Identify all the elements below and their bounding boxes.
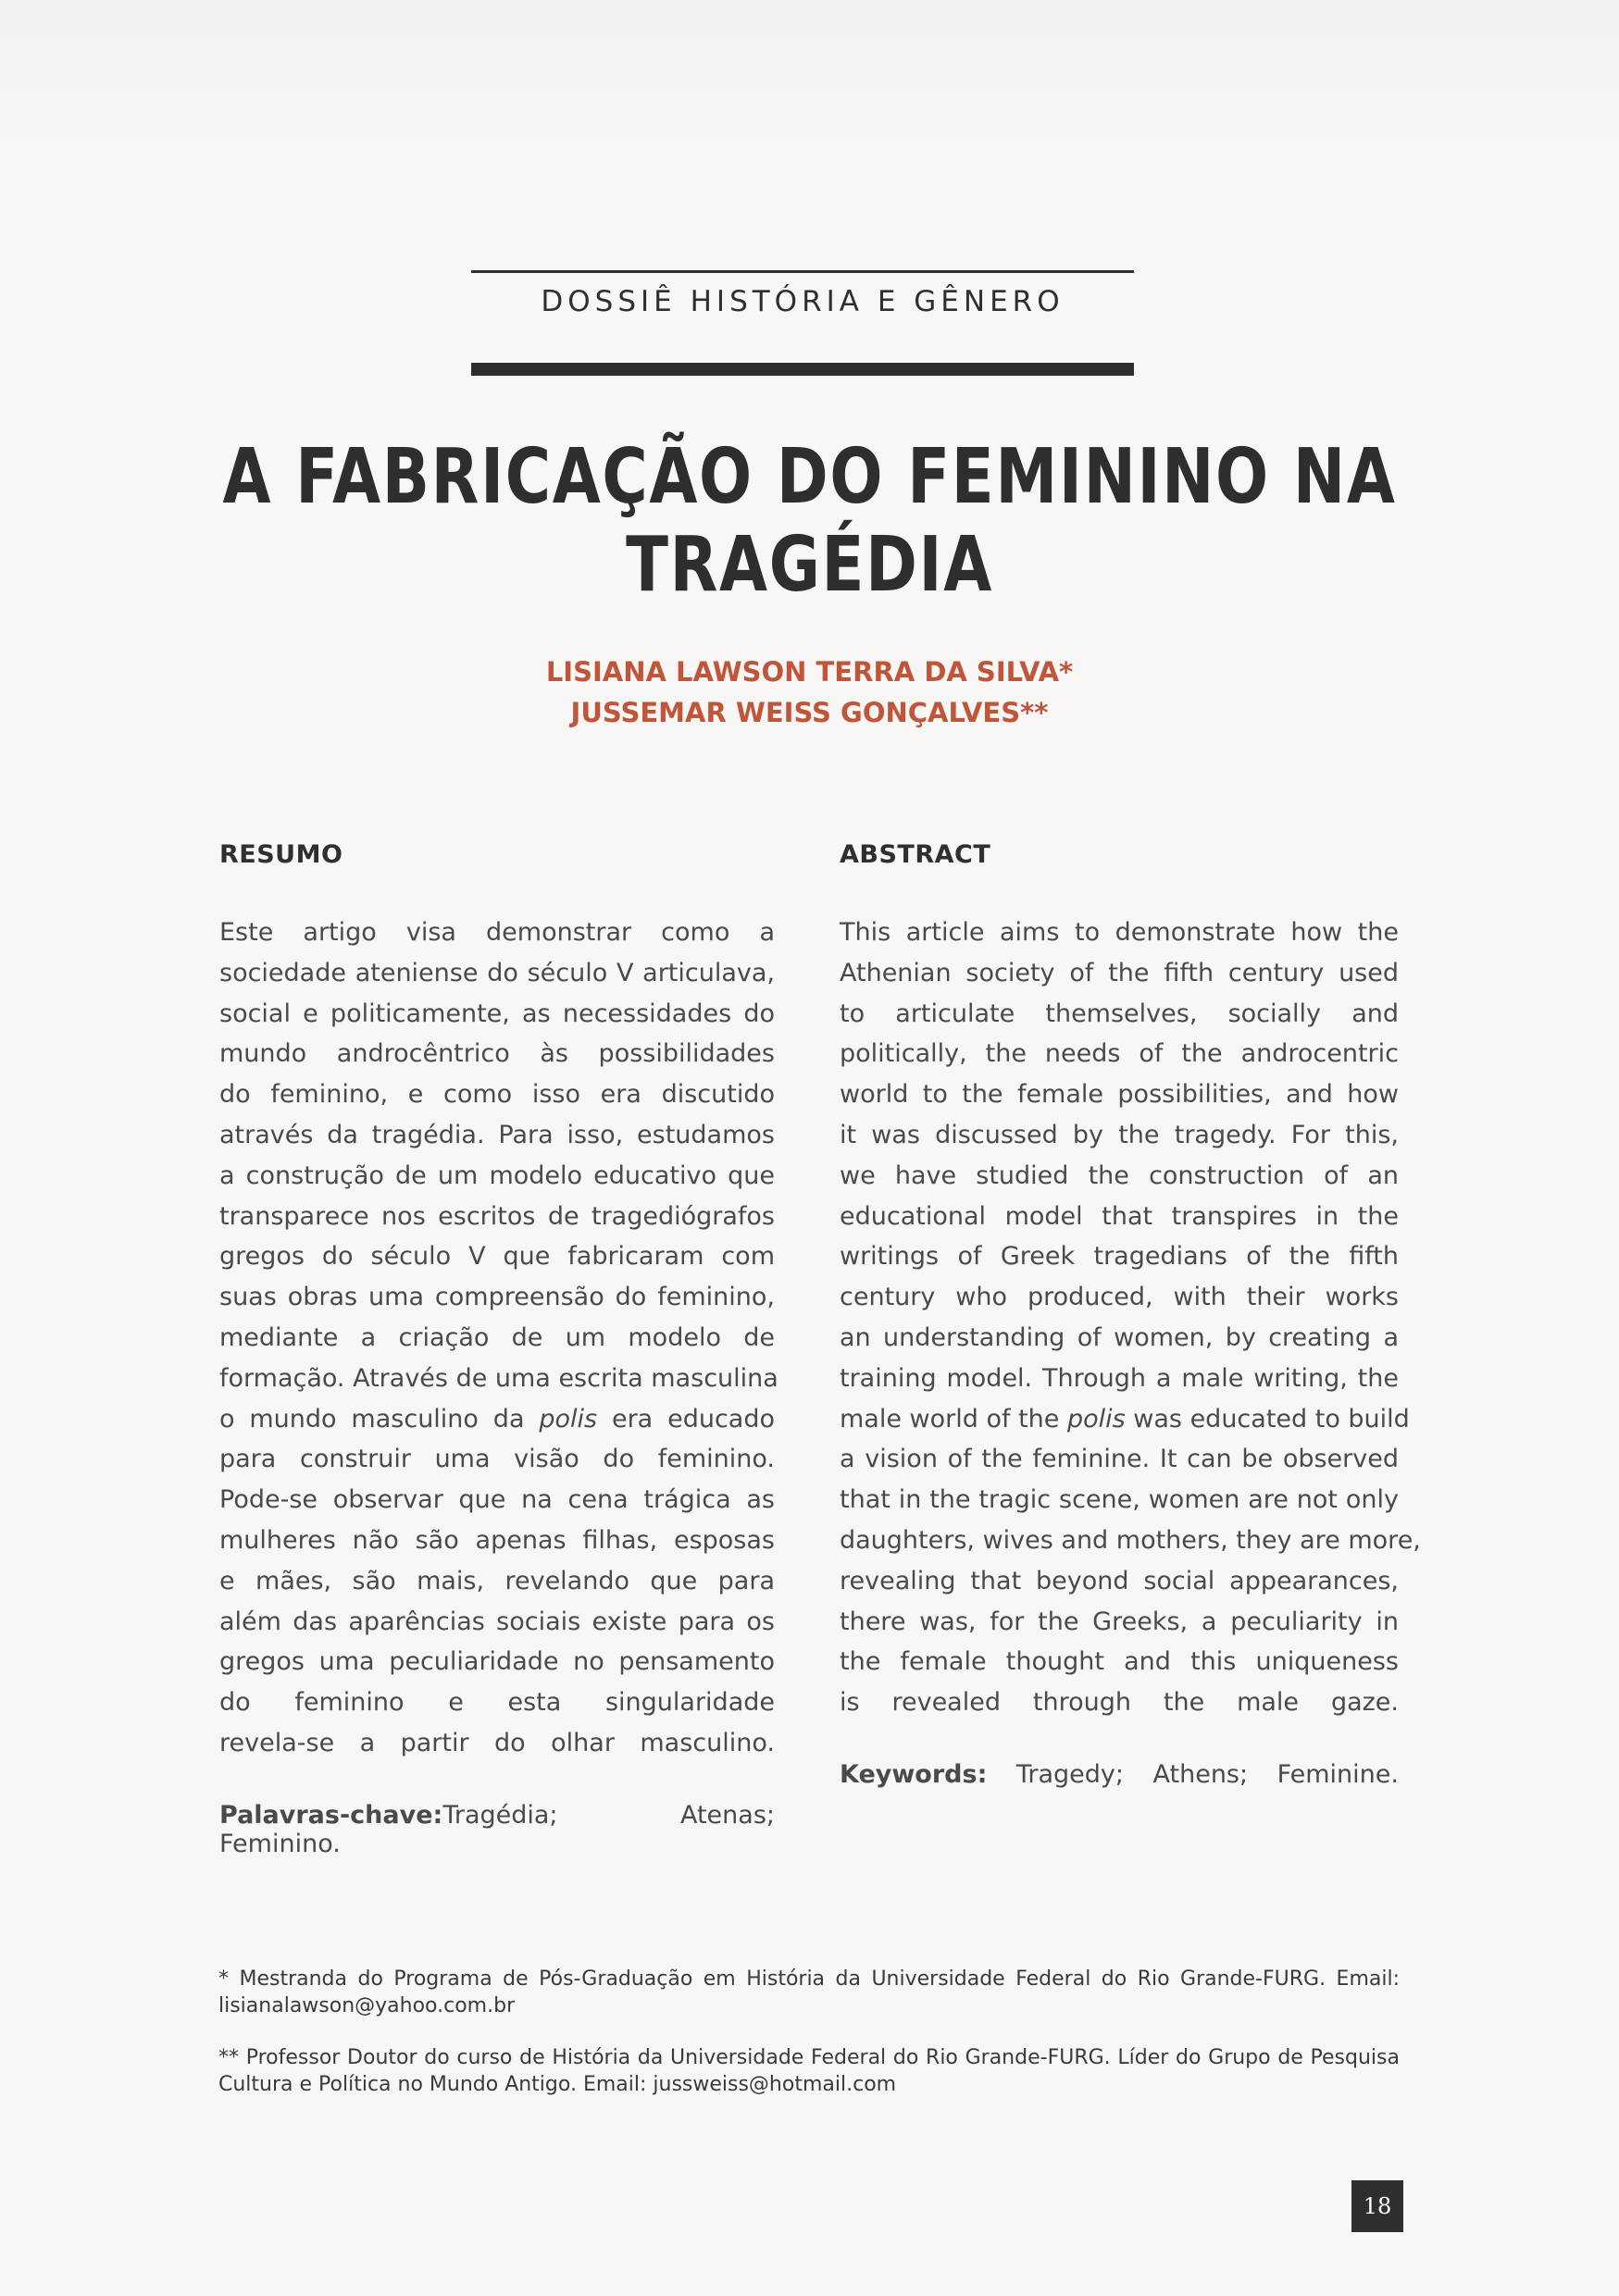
abstract-polis-before: male world of the — [840, 1404, 1067, 1433]
abstract-column — [840, 840, 1421, 1789]
resumo-line: mulheres não são apenas filhas, esposas — [219, 1525, 775, 1555]
author-1: LISIANA LAWSON TERRA DA SILVA* — [545, 656, 1074, 688]
resumo-keywords — [219, 1801, 775, 1858]
abstract-line: revealing that beyond social appearances, — [840, 1566, 1399, 1595]
resumo-line: revela-se a partir do olhar masculino. — [219, 1728, 775, 1757]
abstract-line: educational model that transpires in the — [840, 1201, 1399, 1231]
resumo-line: suas obras uma compreensão do feminino, — [219, 1283, 775, 1312]
abstract-keywords-label: Keywords: — [840, 1759, 988, 1789]
authors — [0, 652, 1619, 733]
section-label: DOSSIÊ HISTÓRIA E GÊNERO — [541, 285, 1065, 318]
abstract-line: writings of Greek tragedians of the fifth — [840, 1242, 1399, 1272]
resumo-line: mediante a criação de um modelo de — [219, 1322, 775, 1352]
abstract-line: training model. Through a male writing, the — [840, 1363, 1399, 1393]
abstract-line: century who produced, with their works — [840, 1283, 1399, 1312]
resumo-line: gregos uma peculiaridade no pensamento — [219, 1647, 775, 1677]
resumo-line-polis — [219, 1399, 775, 1440]
resumo-line: do feminino e esta singularidade — [219, 1688, 775, 1718]
abstract-keywords — [840, 1760, 1399, 1789]
abstract-line: a vision of the feminine. It can be observed — [840, 1445, 1399, 1474]
abstract-line: politically, the needs of the androcentric — [840, 1039, 1399, 1069]
footnote-1: * Mestranda do Programa de Pós-Graduação em História da Universidade Federal do Rio Grande-FURG. Email: lisianalawson@yahoo.com.br — [218, 1967, 1400, 2017]
resumo-line: através da tragédia. Para isso, estudamos — [219, 1120, 775, 1149]
abstract-heading: ABSTRACT — [840, 840, 991, 869]
resumo-polis-before: o mundo masculino da — [219, 1404, 540, 1433]
resumo-column — [219, 840, 778, 1858]
abstract-line: This article aims to demonstrate how the — [840, 918, 1399, 947]
abstract-line: is revealed through the male gaze. — [840, 1688, 1399, 1718]
resumo-body — [219, 912, 778, 1764]
abstract-line: it was discussed by the tragedy. For this, — [840, 1120, 1399, 1149]
resumo-line: Este artigo visa demonstrar como a — [219, 918, 775, 947]
abstract-keywords-list: Tragedy; Athens; Feminine. — [1015, 1759, 1399, 1789]
abstract-body — [840, 912, 1421, 1723]
resumo-line: sociedade ateniense do século V articulava, — [219, 958, 775, 987]
abstract-line: an understanding of women, by creating a — [840, 1322, 1399, 1352]
resumo-keywords-label: Palavras-chave: — [219, 1800, 443, 1830]
footnote-2: ** Professor Doutor do curso de História da Universidade Federal do Rio Grande-FURG. Líder do Grupo de Pesquisa Cultura e Política no Mundo Antigo. Email: jussweiss@hotmail.com — [218, 2046, 1400, 2096]
resumo-polis-after: era educado — [597, 1404, 775, 1433]
resumo-line: formação. Através de uma escrita masculina — [219, 1363, 778, 1393]
header-thick-rule — [471, 363, 1134, 376]
resumo-line: transparece nos escritos de tragediógrafos — [219, 1201, 775, 1231]
resumo-line: Pode-se observar que na cena trágica as — [219, 1485, 775, 1515]
header-top-rule — [471, 270, 1134, 273]
abstract-line: we have studied the construction of an — [840, 1160, 1399, 1190]
abstract-line: that in the tragic scene, women are not only — [840, 1485, 1399, 1515]
resumo-line: a construção de um modelo educativo que — [219, 1160, 775, 1190]
footnotes — [218, 1966, 1400, 2123]
resumo-line: social e politicamente, as necessidades do — [219, 999, 775, 1028]
resumo-line: do feminino, e como isso era discutido — [219, 1080, 775, 1110]
abstract-line: to articulate themselves, socially and — [840, 999, 1399, 1028]
resumo-line: mundo androcêntrico às possibilidades — [219, 1039, 775, 1069]
resumo-polis-italic: polis — [539, 1404, 598, 1433]
abstract-line: the female thought and this uniqueness — [840, 1647, 1399, 1677]
abstract-line: there was, for the Greeks, a peculiarity in — [840, 1607, 1399, 1636]
abstract-line: world to the female possibilities, and how — [840, 1080, 1399, 1110]
abstract-polis-after: was educated to build — [1125, 1404, 1410, 1433]
resumo-line: além das aparências sociais existe para os — [219, 1607, 775, 1636]
abstract-line: daughters, wives and mothers, they are more, — [840, 1525, 1421, 1555]
abstract-polis-italic: polis — [1066, 1404, 1126, 1433]
resumo-heading: RESUMO — [219, 840, 343, 869]
resumo-line: para construir uma visão do feminino. — [219, 1445, 775, 1474]
page-number: 18 — [1351, 2180, 1403, 2232]
article-title: A FABRICAÇÃO DO FEMININO NA TRAGÉDIA — [222, 433, 1397, 609]
abstract-line-polis — [840, 1399, 1410, 1440]
resumo-line: e mães, são mais, revelando que para — [219, 1566, 775, 1595]
resumo-keywords-list: Tragédia; Atenas; Feminino. — [219, 1800, 775, 1858]
author-2: JUSSEMAR WEISS GONÇALVES** — [570, 697, 1049, 728]
resumo-line: gregos do século V que fabricaram com — [219, 1242, 775, 1272]
abstract-line: Athenian society of the fifth century used — [840, 958, 1399, 987]
